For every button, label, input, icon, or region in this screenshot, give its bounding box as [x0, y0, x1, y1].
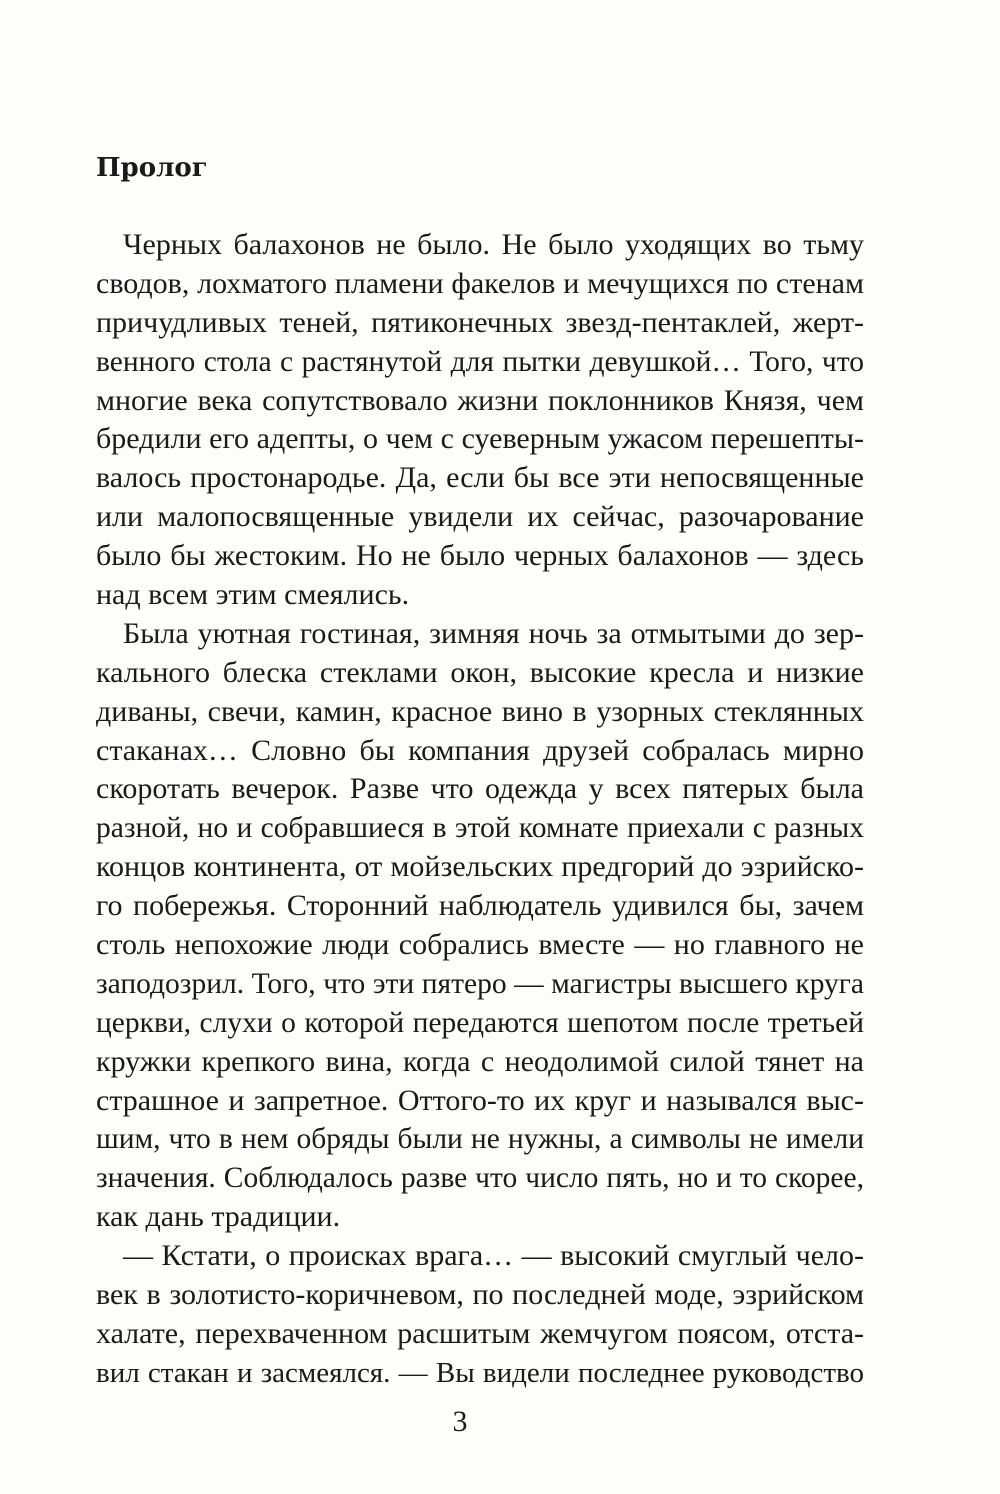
body-text	[96, 226, 864, 1393]
text-line: значения. Соблюдалось разве что число пять, но и то скорее,	[96, 1162, 864, 1195]
text-line: век в золотисто-коричневом, по последней моде, эзрийском	[96, 1278, 864, 1312]
text-line: заподозрил. Того, что эти пятеро — магистры высшего круга	[96, 967, 864, 1000]
text-line: Была уютная гостиная, зимняя ночь за отмытыми до зер-	[123, 616, 864, 650]
text-line: Черных балахонов не было. Не было уходящих во тьму	[123, 228, 864, 261]
text-line: бредили его адепты, о чем с суеверным ужасом перешепты-	[96, 422, 864, 456]
text-line: кружки крепкого вина, когда с неодолимой силой тянет на	[96, 1044, 864, 1078]
text-line: причудливых теней, пятиконечных звезд-пентаклей, жерт-	[96, 305, 864, 339]
text-line: над всем этим смеялись.	[96, 578, 410, 612]
text-line: диваны, свечи, камин, красное вино в узорных стеклянных	[96, 694, 864, 728]
text-line: венного стола с растянутой для пытки девушкой… Того, что	[96, 345, 864, 378]
text-line: как дань традиции.	[96, 1200, 341, 1234]
text-line: разной, но и собравшиеся в этой комнате приехали с разных	[96, 812, 864, 845]
text-line: го побережья. Сторонний наблюдатель удивился бы, зачем	[96, 889, 864, 923]
text-line: столь непохожие люди собрались вместе — но главного не	[96, 928, 864, 962]
text-line: многие века сопутствовало жизни поклонников Князя, чем	[96, 383, 864, 417]
text-line: было бы жестоким. Но не было черных балахонов — здесь	[96, 539, 864, 573]
text-line: кального блеска стеклами окон, высокие кресла и низкие	[96, 655, 864, 689]
chapter-heading: Пролог	[96, 153, 208, 183]
text-line: страшное и запретное. Оттого-то их круг и назывался выс-	[96, 1083, 864, 1117]
text-line: валось простонародье. Да, если бы все эти непосвященные	[96, 461, 864, 495]
text-line: церкви, слухи о которой передаются шепотом после третьей	[96, 1006, 864, 1039]
text-line: стаканах… Словно бы компания друзей собралась мирно	[96, 733, 864, 767]
text-line: халате, перехваченном расшитым жемчугом поясом, отста-	[96, 1316, 864, 1350]
text-line: вил стакан и засмеялся. — Вы видели последнее руководство	[96, 1356, 864, 1389]
text-line: концов континента, от мойзельских предгорий до эзрийско-	[96, 850, 864, 884]
text-line: — Кстати, о происках врага… — высокий смуглый чело-	[123, 1239, 864, 1273]
text-line: шим, что в нем обряды были не нужны, а символы не имели	[96, 1123, 864, 1156]
text-line: или малопосвященные увидели их сейчас, разочарование	[96, 500, 864, 534]
text-line: сводов, лохматого пламени факелов и мечущихся по стенам	[96, 266, 864, 300]
text-line: скоротать вечерок. Разве что одежда у всех пятерых была	[96, 772, 864, 806]
page-number: 3	[452, 1405, 468, 1438]
